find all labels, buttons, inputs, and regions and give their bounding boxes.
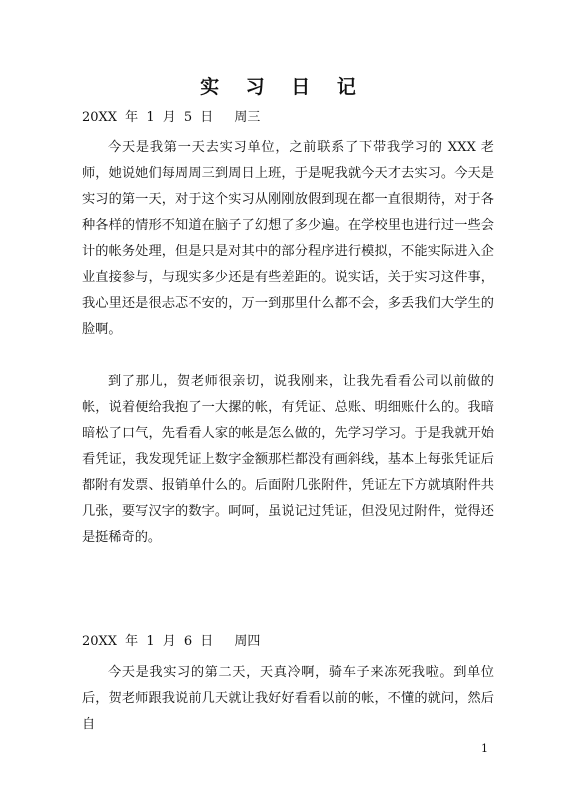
entry-paragraph: 今天是我第一天去实习单位，之前联系了下带我学习的 XXX 老师，她说她们每周周三到周日上班，于是呢我就今天才去实习。今天是实习的第一天，对于这个实习从刚刚放假到现在都一直很期待，对于各种各样的情形不知道在脑子了幻想了多少遍。在学校里也进行过一些会计的帐务处理，但是只是对其中的部分程序进行模拟，不能实际进入企业直接参与，与现实多少还是有些差距的。说实话，关于实习这件事，我心里还是很忐忑不安的，万一到那里什么都不会，多丢我们大学生的脸啊。 [82, 140, 494, 337]
entry-paragraph: 到了那儿，贺老师很亲切，说我刚来，让我先看看公司以前做的帐，说着便给我抱了一大摞的帐，有凭证、总账、明细账什么的。我暗暗松了口气，先看看人家的帐是怎么做的，先学习学习。于是我就开始看凭证，我发现凭证上数字金额那栏都没有画斜线，基本上每张凭证后都附有发票、报销单什么的。后面附几张附件，凭证左下方就填附件共几张，要写汉字的数字。呵呵，虽说记过凭证，但没见过附件，觉得还是挺稀奇的。 [82, 374, 494, 545]
document-title: 实 习 日 记 [200, 76, 366, 98]
entry-date: 20XX 年 1 月 5 日 周三 [82, 110, 261, 125]
entry-date: 20XX 年 1 月 6 日 周四 [82, 634, 261, 649]
page-number: 1 [481, 742, 488, 755]
entry-paragraph: 今天是我实习的第二天，天真冷啊，骑车子来冻死我啦。到单位后，贺老师跟我说前几天就让我好好看看以前的帐，不懂的就问，然后自 [82, 665, 494, 732]
